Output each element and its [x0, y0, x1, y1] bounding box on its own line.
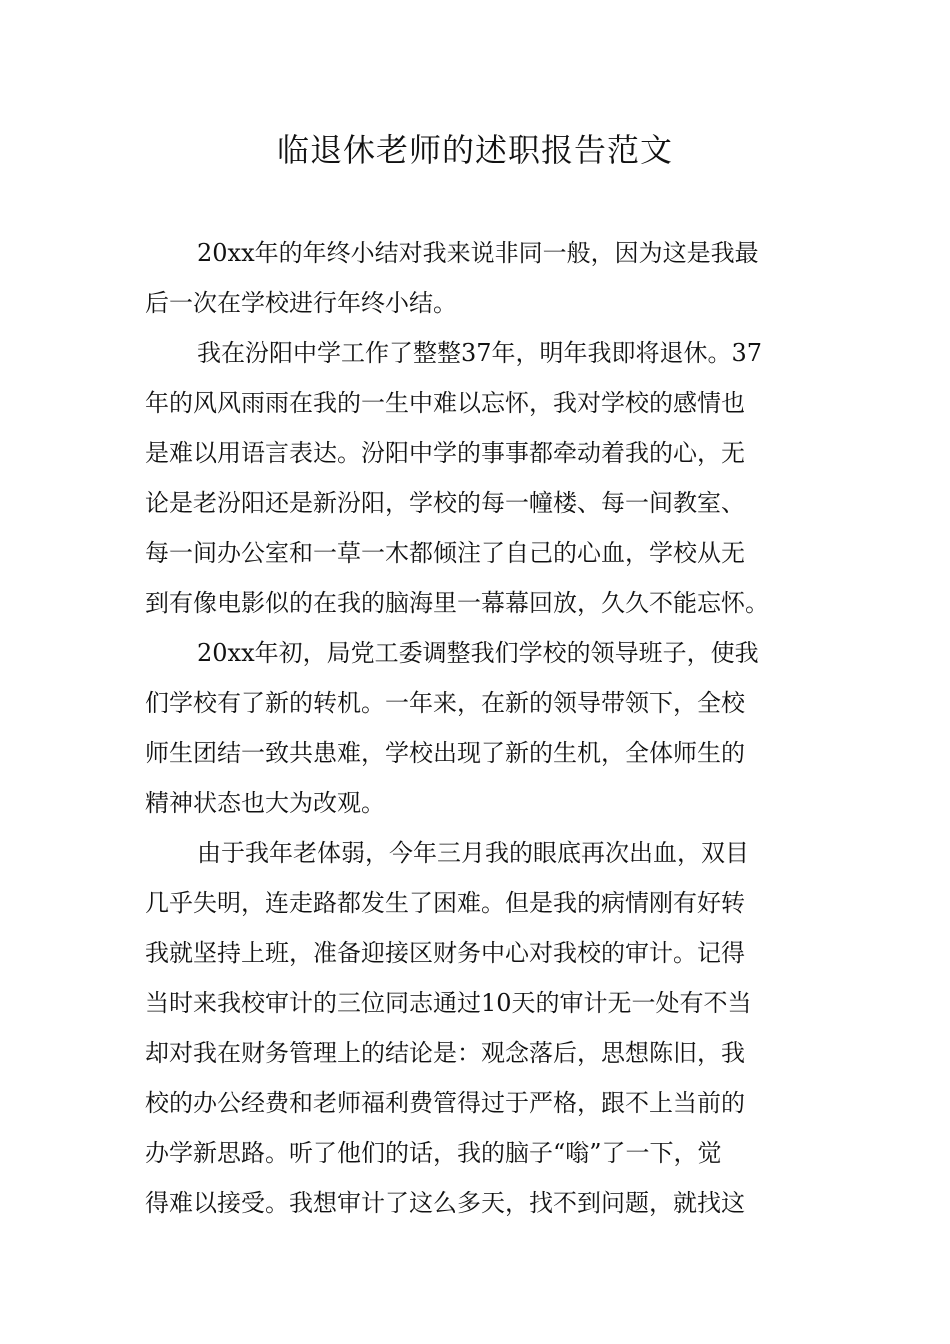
paragraph-4-line-4: 当时来我校审计的三位同志通过10天的审计无一处有不当 — [145, 989, 752, 1017]
paragraph-3-line-4: 精神状态也大为改观。 — [145, 789, 385, 817]
paragraph-1-line-2: 后一次在学校进行年终小结。 — [145, 289, 457, 317]
document-body — [145, 228, 807, 1228]
paragraph-2-line-1: 我在汾阳中学工作了整整37年，明年我即将退休。37 — [197, 339, 763, 367]
paragraph-4-line-1: 由于我年老体弱，今年三月我的眼底再次出血，双目 — [197, 839, 749, 867]
paragraph-4-line-8: 得难以接受。我想审计了这么多天，找不到问题，就找这 — [145, 1189, 745, 1217]
document-title: 临退休老师的述职报告范文 — [276, 131, 673, 169]
paragraph-4-line-5: 却对我在财务管理上的结论是：观念落后，思想陈旧，我 — [145, 1039, 745, 1067]
paragraph-3-line-1: 20xx年初，局党工委调整我们学校的领导班子，使我 — [197, 639, 759, 667]
paragraph-4-line-7: 办学新思路。听了他们的话，我的脑子“嗡”了一下，觉 — [145, 1139, 722, 1167]
paragraph-1-line-1: 20xx年的年终小结对我来说非同一般，因为这是我最 — [197, 239, 759, 267]
paragraph-3-line-2: 们学校有了新的转机。一年来，在新的领导带领下，全校 — [145, 689, 745, 717]
paragraph-2-line-5: 每一间办公室和一草一木都倾注了自己的心血，学校从无 — [145, 539, 745, 567]
paragraph-2-line-4: 论是老汾阳还是新汾阳，学校的每一幢楼、每一间教室、 — [145, 489, 745, 517]
paragraph-2-line-2: 年的风风雨雨在我的一生中难以忘怀，我对学校的感情也 — [145, 389, 745, 417]
paragraph-4-line-3: 我就坚持上班，准备迎接区财务中心对我校的审计。记得 — [145, 939, 745, 967]
paragraph-4-line-6: 校的办公经费和老师福利费管得过于严格，跟不上当前的 — [145, 1089, 745, 1117]
paragraph-3-line-3: 师生团结一致共患难，学校出现了新的生机，全体师生的 — [145, 739, 745, 767]
paragraph-2-line-3: 是难以用语言表达。汾阳中学的事事都牵动着我的心，无 — [145, 439, 745, 467]
paragraph-4-line-2: 几乎失明，连走路都发生了困难。但是我的病情刚有好转 — [145, 889, 745, 917]
paragraph-2-line-6: 到有像电影似的在我的脑海里一幕幕回放，久久不能忘怀。 — [145, 589, 769, 617]
